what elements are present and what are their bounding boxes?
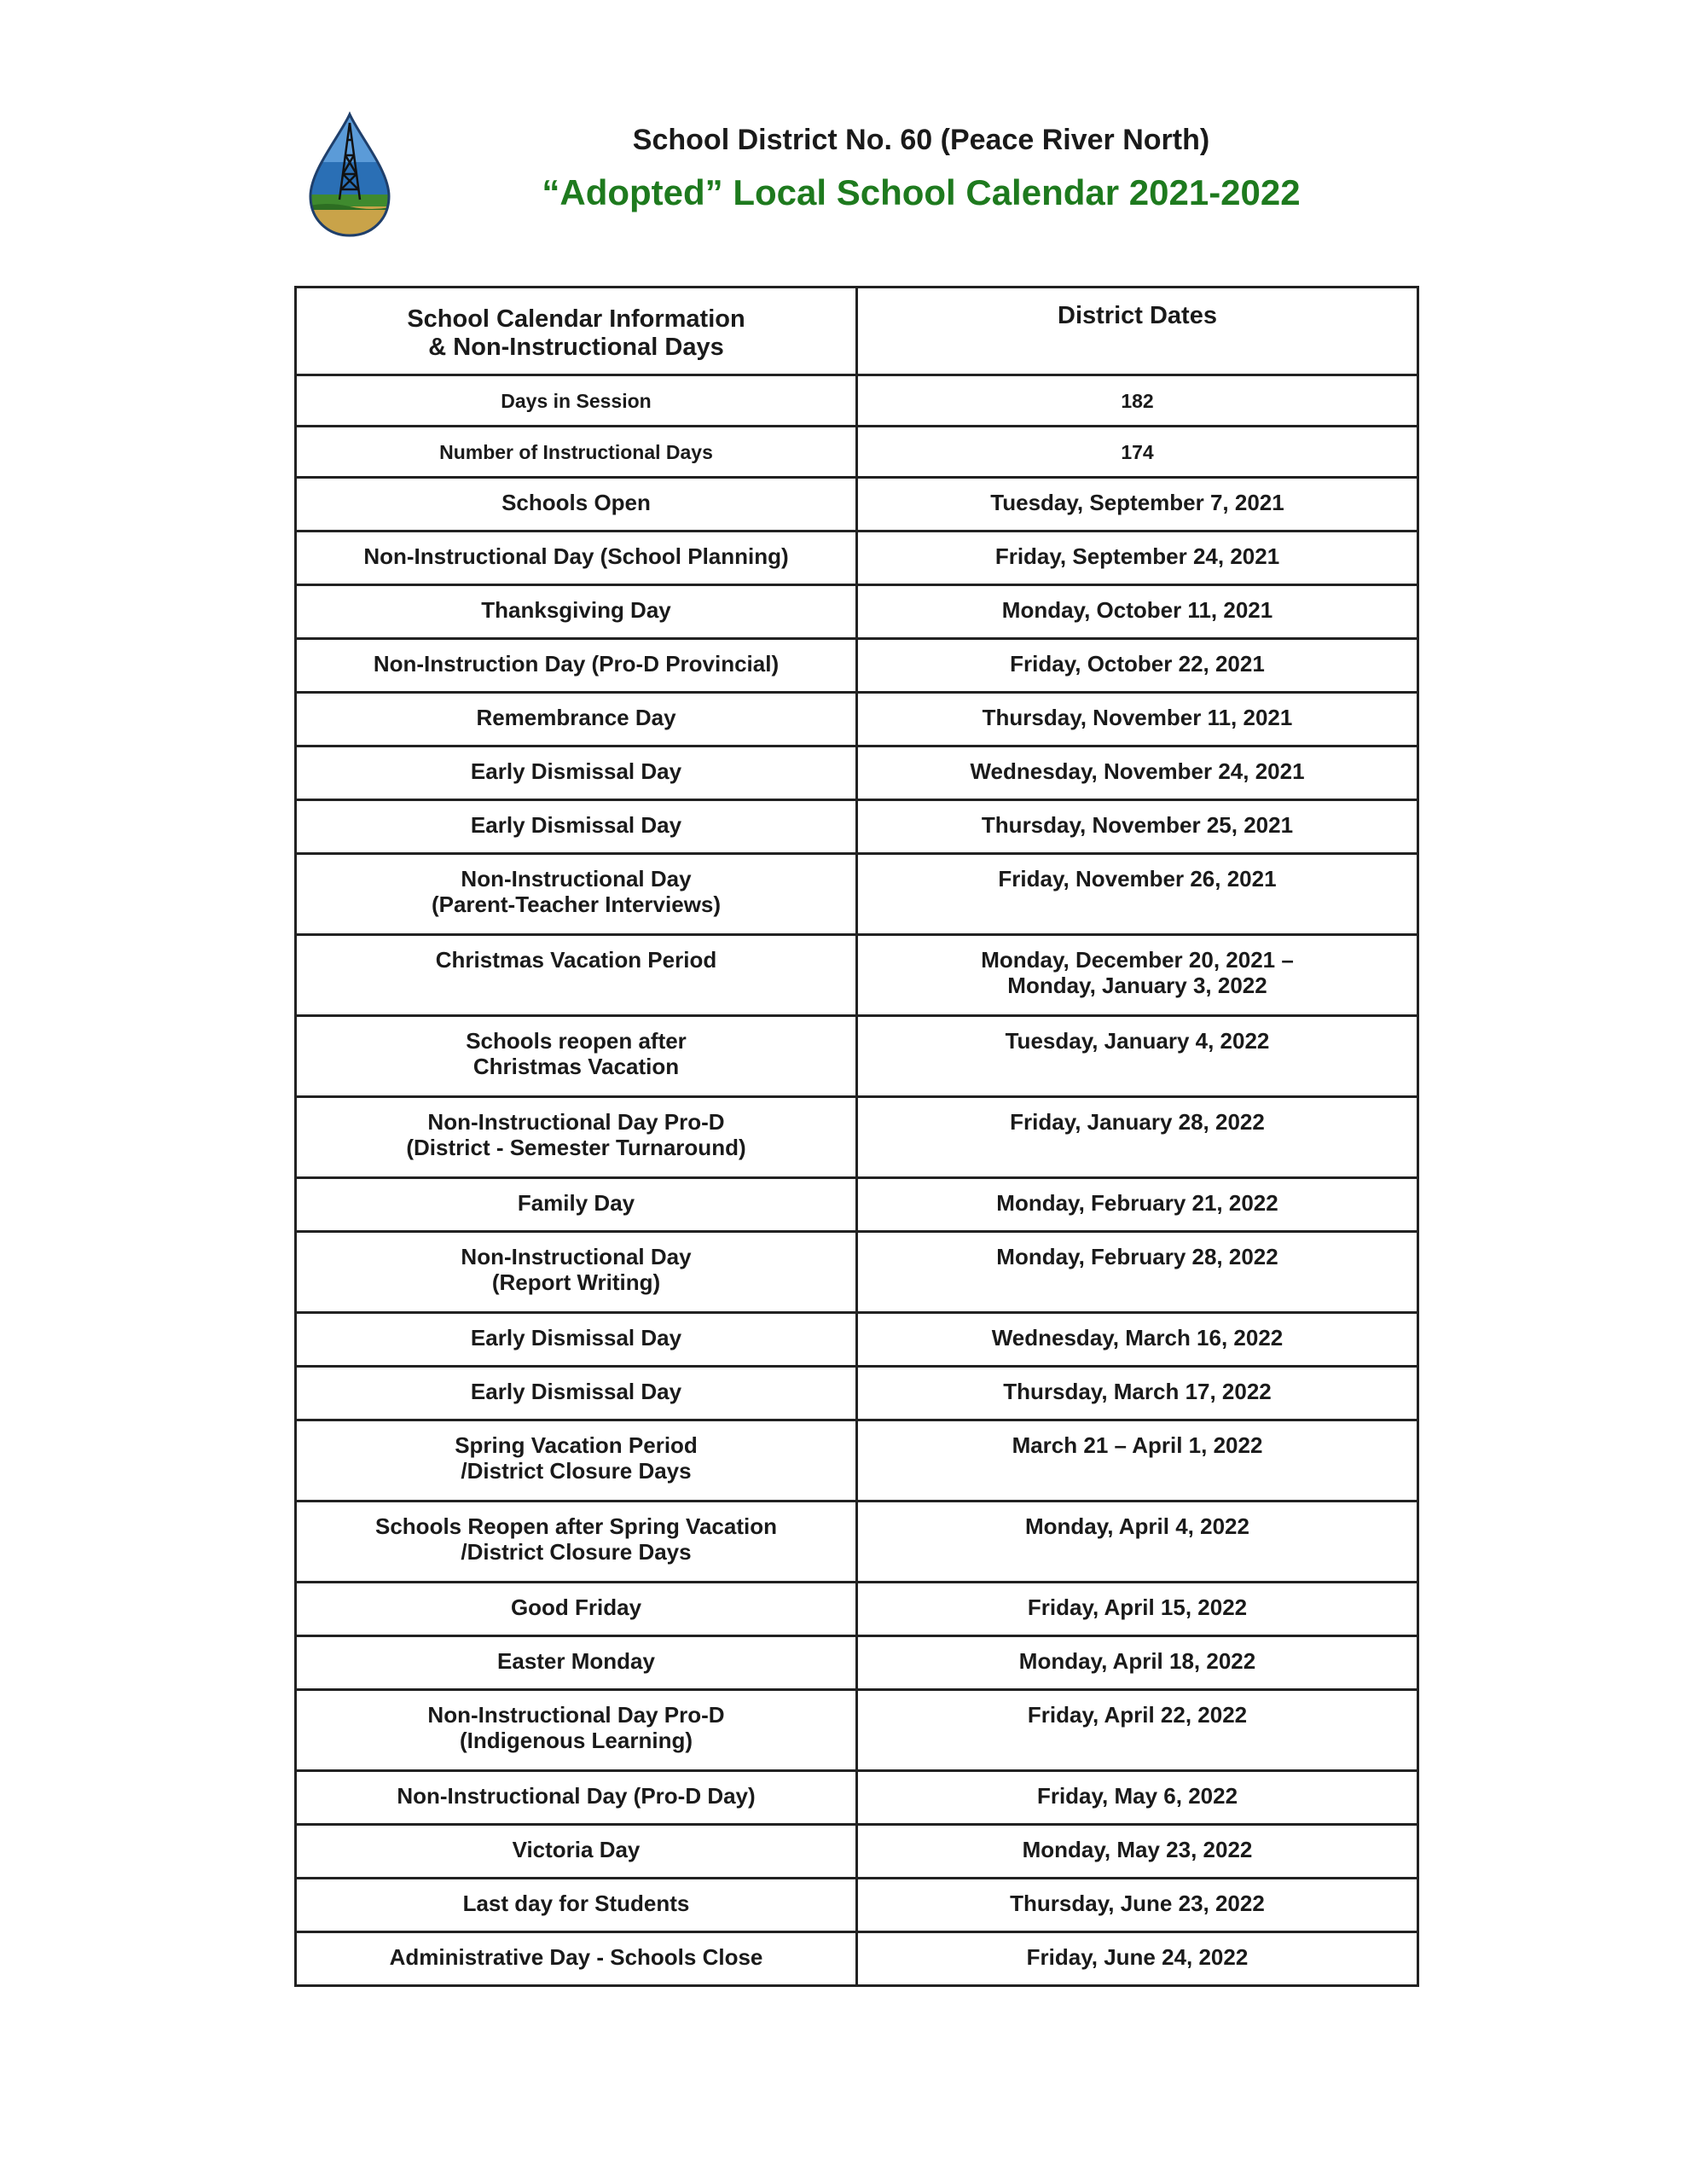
calendar-event-name: Non-Instructional Day (School Planning)	[296, 531, 857, 585]
table-row	[296, 1367, 1418, 1420]
calendar-event-date: Wednesday, March 16, 2022	[857, 1313, 1418, 1367]
calendar-event-name: Last day for Students	[296, 1879, 857, 1932]
calendar-body	[296, 375, 1418, 1986]
calendar-event-name: Early Dismissal Day	[296, 800, 857, 854]
calendar-event-date: Friday, April 22, 2022	[857, 1690, 1418, 1771]
district-name: School District No. 60 (Peace River North)	[632, 124, 1210, 156]
calendar-event-name: Family Day	[296, 1178, 857, 1232]
calendar-title: “Adopted” Local School Calendar 2021-2022	[542, 172, 1301, 212]
calendar-event-name: Non-Instructional Day Pro-D (District - Semester Turnaround)	[296, 1097, 857, 1178]
table-row	[296, 1420, 1418, 1502]
calendar-event-name: Schools Open	[296, 478, 857, 531]
calendar-event-name: Thanksgiving Day	[296, 585, 857, 639]
calendar-event-date: Thursday, November 25, 2021	[857, 800, 1418, 854]
calendar-event-name: Easter Monday	[296, 1636, 857, 1690]
calendar-event-date: Monday, October 11, 2021	[857, 585, 1418, 639]
table-row	[296, 1932, 1418, 1986]
table-row	[296, 1097, 1418, 1178]
table-row	[296, 1502, 1418, 1583]
dates-column-header: District Dates	[857, 288, 1418, 375]
table-row	[296, 427, 1418, 478]
calendar-event-name: Non-Instruction Day (Pro-D Provincial)	[296, 639, 857, 693]
calendar-event-date: 174	[857, 427, 1418, 478]
table-row	[296, 478, 1418, 531]
calendar-event-date: Monday, February 21, 2022	[857, 1178, 1418, 1232]
table-row	[296, 1879, 1418, 1932]
table-row	[296, 375, 1418, 427]
table-row	[296, 693, 1418, 746]
calendar-table	[294, 286, 1419, 1987]
table-row	[296, 1825, 1418, 1879]
calendar-event-name: Non-Instructional Day Pro-D (Indigenous Learning)	[296, 1690, 857, 1771]
calendar-event-date: Monday, April 18, 2022	[857, 1636, 1418, 1690]
calendar-event-date: Thursday, March 17, 2022	[857, 1367, 1418, 1420]
calendar-event-name: Early Dismissal Day	[296, 746, 857, 800]
table-row	[296, 531, 1418, 585]
calendar-event-date: Friday, May 6, 2022	[857, 1771, 1418, 1825]
table-row	[296, 854, 1418, 935]
calendar-event-name: Early Dismissal Day	[296, 1313, 857, 1367]
table-row	[296, 639, 1418, 693]
calendar-event-name: Early Dismissal Day	[296, 1367, 857, 1420]
calendar-event-date: Monday, May 23, 2022	[857, 1825, 1418, 1879]
calendar-event-name: Spring Vacation Period /District Closure Days	[296, 1420, 857, 1502]
calendar-event-name: Victoria Day	[296, 1825, 857, 1879]
calendar-event-date: Friday, June 24, 2022	[857, 1932, 1418, 1986]
table-header-row	[296, 288, 1418, 375]
calendar-event-date: March 21 – April 1, 2022	[857, 1420, 1418, 1502]
calendar-event-date: Tuesday, September 7, 2021	[857, 478, 1418, 531]
calendar-event-date: Friday, September 24, 2021	[857, 531, 1418, 585]
table-row	[296, 1690, 1418, 1771]
calendar-event-date: Friday, October 22, 2021	[857, 639, 1418, 693]
calendar-event-name: Schools reopen after Christmas Vacation	[296, 1016, 857, 1097]
calendar-event-name: Remembrance Day	[296, 693, 857, 746]
calendar-event-name: Administrative Day - Schools Close	[296, 1932, 857, 1986]
table-row	[296, 746, 1418, 800]
calendar-event-date: Thursday, June 23, 2022	[857, 1879, 1418, 1932]
district-logo	[305, 111, 394, 239]
calendar-event-date: Monday, April 4, 2022	[857, 1502, 1418, 1583]
table-row	[296, 1232, 1418, 1313]
calendar-event-date: Friday, January 28, 2022	[857, 1097, 1418, 1178]
oil-derrick-drop-icon	[305, 111, 394, 239]
table-row	[296, 1583, 1418, 1636]
calendar-event-date: Tuesday, January 4, 2022	[857, 1016, 1418, 1097]
calendar-event-name: Good Friday	[296, 1583, 857, 1636]
calendar-event-date: Wednesday, November 24, 2021	[857, 746, 1418, 800]
table-row	[296, 1016, 1418, 1097]
table-row	[296, 800, 1418, 854]
table-row	[296, 1771, 1418, 1825]
table-row	[296, 935, 1418, 1016]
calendar-event-date: 182	[857, 375, 1418, 427]
table-row	[296, 1178, 1418, 1232]
calendar-event-date: Friday, November 26, 2021	[857, 854, 1418, 935]
calendar-event-name: Days in Session	[296, 375, 857, 427]
table-row	[296, 585, 1418, 639]
table-row	[296, 1636, 1418, 1690]
calendar-event-name: Non-Instructional Day (Pro-D Day)	[296, 1771, 857, 1825]
calendar-event-name: Number of Instructional Days	[296, 427, 857, 478]
calendar-event-name: Schools Reopen after Spring Vacation /District Closure Days	[296, 1502, 857, 1583]
info-column-header: School Calendar Information & Non-Instructional Days	[296, 288, 857, 375]
calendar-event-date: Monday, February 28, 2022	[857, 1232, 1418, 1313]
table-row	[296, 1313, 1418, 1367]
calendar-event-name: Christmas Vacation Period	[296, 935, 857, 1016]
calendar-event-date: Thursday, November 11, 2021	[857, 693, 1418, 746]
calendar-event-date: Friday, April 15, 2022	[857, 1583, 1418, 1636]
calendar-event-name: Non-Instructional Day (Parent-Teacher Interviews)	[296, 854, 857, 935]
calendar-event-date: Monday, December 20, 2021 – Monday, January 3, 2022	[857, 935, 1418, 1016]
calendar-event-name: Non-Instructional Day (Report Writing)	[296, 1232, 857, 1313]
